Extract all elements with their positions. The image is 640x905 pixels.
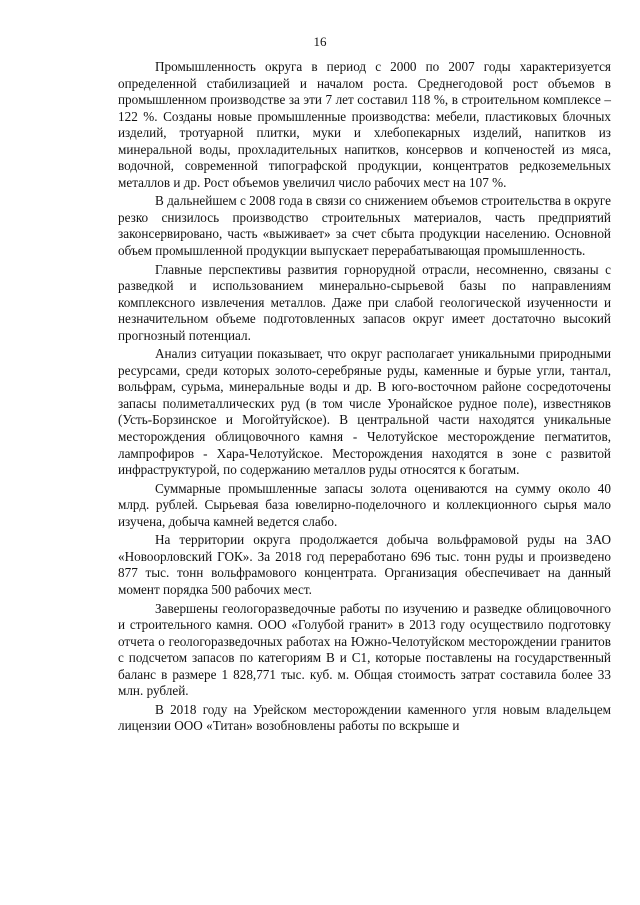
page-number: 16	[313, 34, 327, 49]
paragraph-natural-resources: Анализ ситуации показывает, что округ располагает уникальными природными ресурсами, среди которых золото-серебряные руды, каменные и бурые угли, тантал, вольфрам, сурьма, минеральные воды и др. В юго-восточном районе сосредоточены запасы полиметаллических руд (в том числе Уронайское рудное поле), известняков (Усть-Борзинское и Могойтуйское). В центральной части находятся уникальные месторождения облицовочного камня - Челотуйское месторождение пегматитов, лампрофиров - Хара-Челотуйское. Месторождения находятся в зоне с развитой инфраструктурой, по содержанию металлов руды относятся к богатым.	[118, 346, 611, 478]
paragraph-industry-2000-2007: Промышленность округа в период с 2000 по 2007 годы характеризуется определенной стабилизацией и началом роста. Среднегодовой рост объемов в промышленном производстве за эти 7 лет составил 118 %, в строительном комплексе – 122 %. Созданы новые промышленные производства: мебели, пластиковых блочных изделий, тротуарной плитки, муки и хлебопекарных изделий, напитков из минеральной воды, прохладительных напитков, консервов и копченостей из мяса, водочной, современной типографской продукции, концентратов редкоземельных металлов и др. Рост объемов увеличил число рабочих мест на 107 %.	[118, 59, 611, 190]
paragraph-granite-exploration: Завершены геологоразведочные работы по изучению и разведке облицовочного и строительного камня. ООО «Голубой гранит» в 2013 году осуществило подготовку отчета о геологоразведочных работах на Южно-Челотуйском месторождении гранитов с подсчетом запасов по категориям В и С1, которые поставлены на государственный баланс в размере 1 828,771 тыс. куб. м. Общая стоимость затрат составила более 33 млн. рублей.	[118, 600, 611, 699]
paragraph-mining-prospects: Главные перспективы развития горнорудной отрасли, несомненно, связаны с разведкой и использованием минерально-сырьевой базы по направлениям комплексного извлечения металлов. Даже при слабой геологической изученности и незначительном объеме подготовленных запасов округ имеет достаточно высокий прогнозный потенциал.	[118, 261, 611, 343]
paragraph-coal-deposit: В 2018 году на Урейском месторождении каменного угля новым владельцем лицензии ООО «Титан» возобновлены работы по вскрыше и	[118, 701, 611, 734]
paragraph-decline-since-2008: В дальнейшем с 2008 года в связи со снижением объемов строительства в округе резко снизилось производство строительных материалов, часть предприятий законсервировано, часть «выживает» за счет сбыта продукции населению. Основной объем промышленной продукции выпускает перерабатывающая промышленность.	[118, 193, 611, 259]
document-body	[118, 59, 611, 737]
paragraph-gold-reserves: Суммарные промышленные запасы золота оцениваются на сумму около 40 млрд. рублей. Сырьевая база ювелирно-поделочного и коллекционного сырья мало изучена, добыча камней ведется слабо.	[118, 480, 611, 529]
paragraph-tungsten-mining: На территории округа продолжается добыча вольфрамовой руды на ЗАО «Новоорловский ГОК». За 2018 год переработано 696 тыс. тонн руды и произведено 877 тыс. тонн вольфрамового концентрата. Организация обеспечивает на данный момент порядка 500 рабочих мест.	[118, 532, 611, 597]
